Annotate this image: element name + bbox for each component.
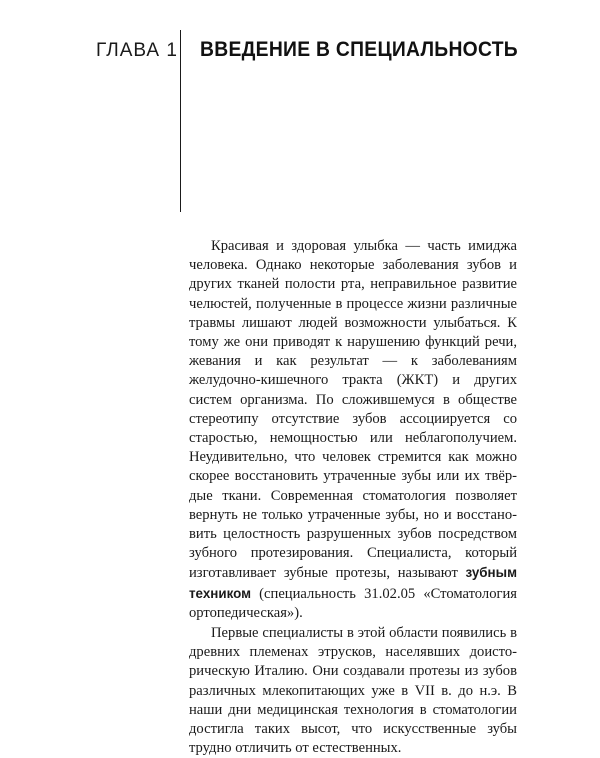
paragraph-1-text: Красивая и здоровая улыбка — часть имиджа человека. Однако некоторые заболевания зубов и других тканей полости рта, неправильное развитие челюстей, полученные в процессе жизни различные травмы лишают людей возможности улыбаться. К тому же они приводят к нарушению функций речи, жевания и как результат — к заболеваниям желудочно-кишечного тракта (ЖКТ) и других систем организма. По сложившемуся в обществе стереотипу отсутствие зубов ассоциируется со старостью, немощностью или неблагополучием. Неудивительно, что человек стремится как можно скорее восстановить утраченные зубы или их твёрдые ткани. Современная стоматология позволяет вернуть не только утраченные зубы, но и восстановить целостность разрушенных зубов посредством зубного протезирования. Специалиста, который изготавливает зубные протезы, называют	[189, 238, 517, 582]
chapter-title: ВВЕДЕНИЕ В СПЕЦИАЛЬНОСТЬ	[200, 38, 518, 61]
paragraph-2: Первые специалисты в этой области появились в древних племенах этрусков, населявших доисторическую Италию. Они создавали протезы из зубов различных млекопитающих уже в VII в. до н.э. В наши дни медицинская технология в стоматологии достигла таких высот, что искусственные зубы трудно отличить от естественных.	[189, 625, 517, 757]
key-term: зубным техником	[189, 565, 517, 601]
body-text	[189, 237, 517, 758]
paragraph-1	[189, 237, 517, 623]
chapter-label: ГЛАВА 1	[96, 40, 178, 61]
chapter-divider-line	[180, 30, 181, 212]
paragraph-1-tail: (специальность 31.02.05 «Стоматология ортопедическая»).	[189, 585, 517, 621]
